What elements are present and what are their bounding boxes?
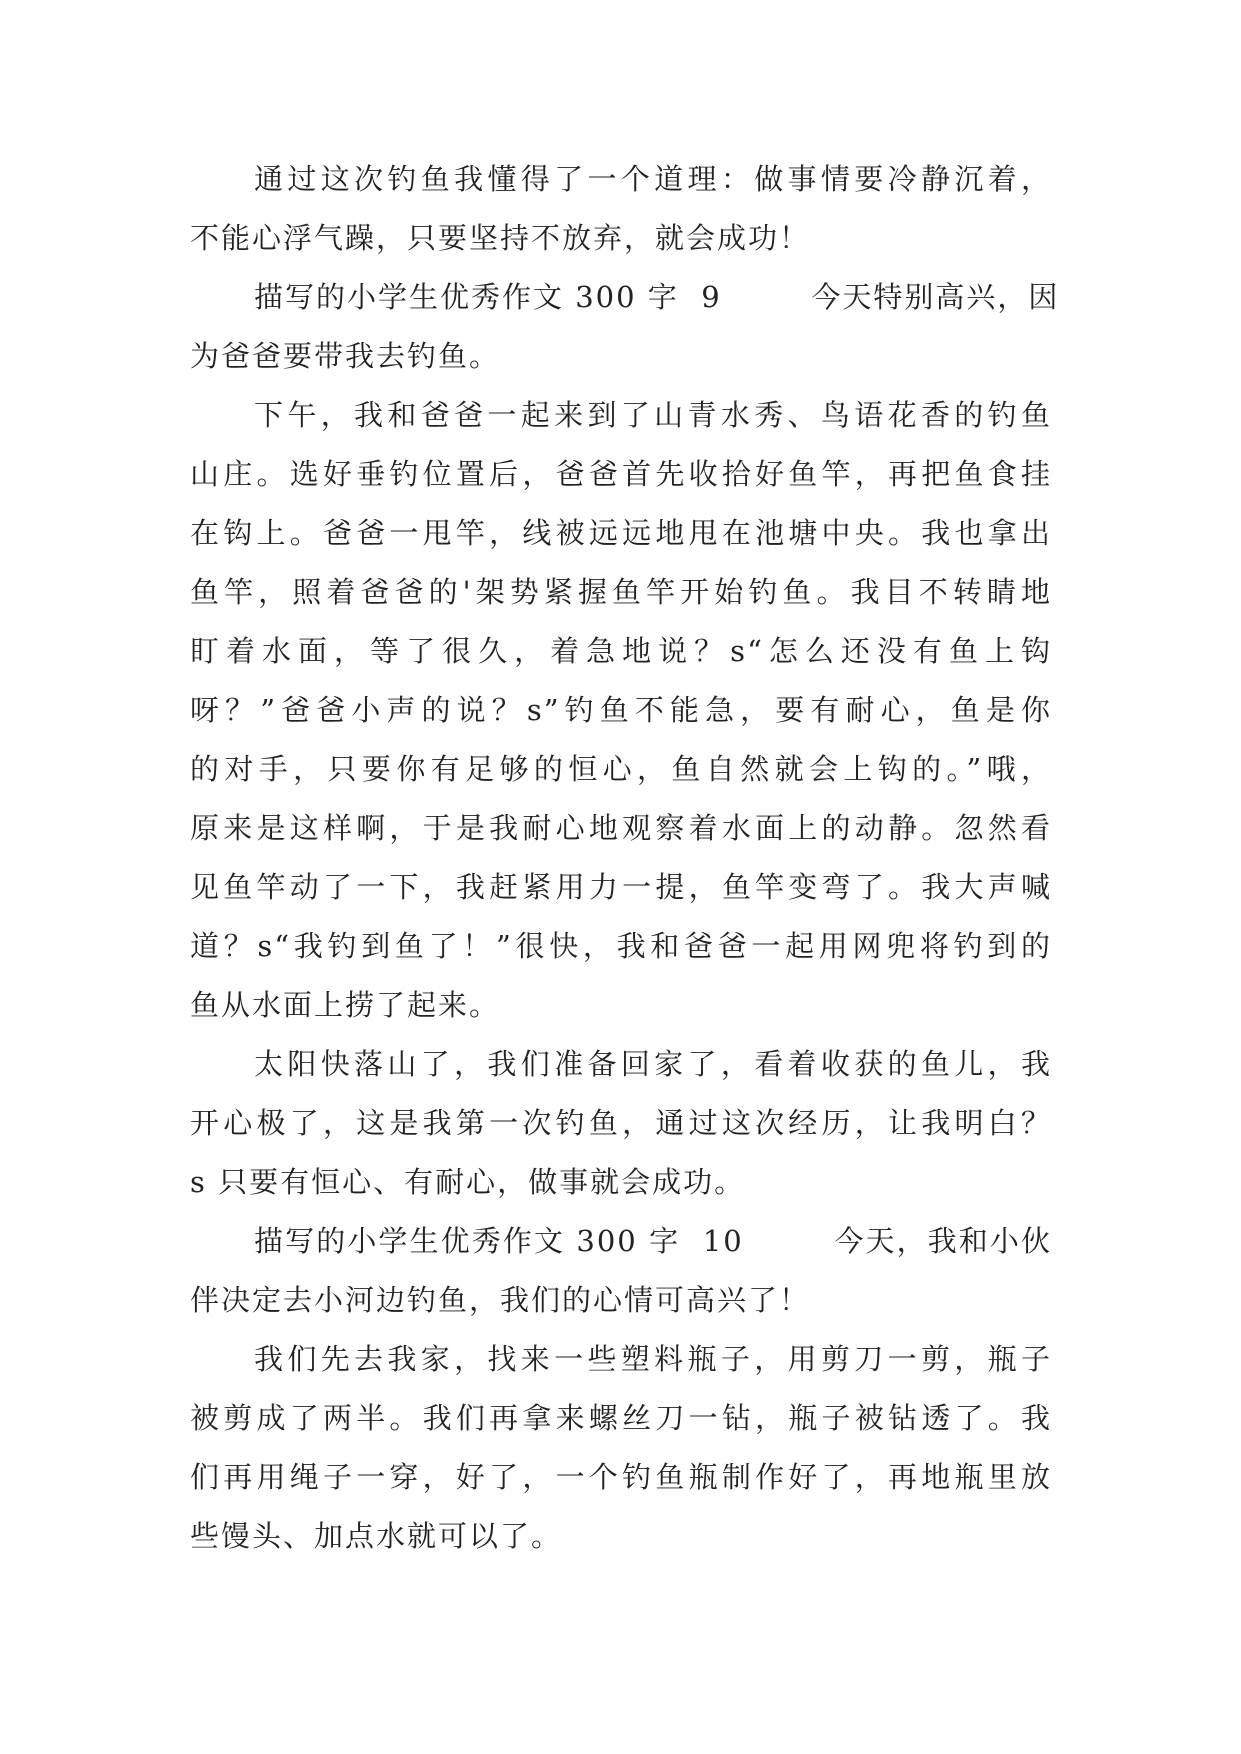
text-line: 被剪成了两半。我们再拿来螺丝刀一钻，瓶子被钻透了。我 <box>190 1401 1052 1435</box>
text-line: 些馒头、加点水就可以了。 <box>190 1519 563 1553</box>
text-line: 通过这次钓鱼我懂得了一个道理：做事情要冷静沉着， <box>254 162 1052 196</box>
text-line: 下午，我和爸爸一起来到了山青水秀、鸟语花香的钓鱼 <box>254 398 1052 432</box>
text-line: 的对手，只要你有足够的恒心，鱼自然就会上钩的。”哦， <box>190 752 1052 786</box>
text-line: 太阳快落山了，我们准备回家了，看着收获的鱼儿，我 <box>254 1047 1052 1081</box>
text-line: 鱼竿，照着爸爸的'架势紧握鱼竿开始钓鱼。我目不转睛地 <box>190 575 1052 609</box>
text-line: 开心极了，这是我第一次钓鱼，通过这次经历，让我明白？ <box>190 1106 1052 1140</box>
text-line: 我们先去我家，找来一些塑料瓶子，用剪刀一剪，瓶子 <box>254 1342 1052 1376</box>
text-line: 呀？”爸爸小声的说？s”钓鱼不能急，要有耐心，鱼是你 <box>190 693 1052 727</box>
text-line: 山庄。选好垂钓位置后，爸爸首先收拾好鱼竿，再把鱼食挂 <box>190 457 1052 491</box>
text-line: 原来是这样啊，于是我耐心地观察着水面上的动静。忽然看 <box>190 811 1052 845</box>
text-line: 见鱼竿动了一下，我赶紧用力一提，鱼竿变弯了。我大声喊 <box>190 870 1052 904</box>
document-page <box>190 150 1060 1566</box>
text-line: 伴决定去小河边钓鱼，我们的心情可高兴了！ <box>190 1283 811 1317</box>
text-line: 描写的小学生优秀作文 300 字 10 今天，我和小伙 <box>254 1224 1052 1258</box>
text-line: 鱼从水面上捞了起来。 <box>190 988 501 1022</box>
text-line: 道？s“我钓到鱼了！”很快，我和爸爸一起用网兜将钓到的 <box>190 929 1052 963</box>
text-line: 在钩上。爸爸一甩竿，线被远远地甩在池塘中央。我也拿出 <box>190 516 1052 550</box>
text-line: 盯着水面，等了很久，着急地说？s“怎么还没有鱼上钩 <box>190 634 1052 668</box>
text-line: 不能心浮气躁，只要坚持不放弃，就会成功！ <box>190 221 811 255</box>
text-line: 描写的小学生优秀作文 300 字 9 今天特别高兴，因 <box>254 280 1060 314</box>
text-line: s 只要有恒心、有耐心，做事就会成功。 <box>190 1165 746 1199</box>
text-line: 为爸爸要带我去钓鱼。 <box>190 339 501 373</box>
text-line: 们再用绳子一穿，好了，一个钓鱼瓶制作好了，再地瓶里放 <box>190 1460 1052 1494</box>
